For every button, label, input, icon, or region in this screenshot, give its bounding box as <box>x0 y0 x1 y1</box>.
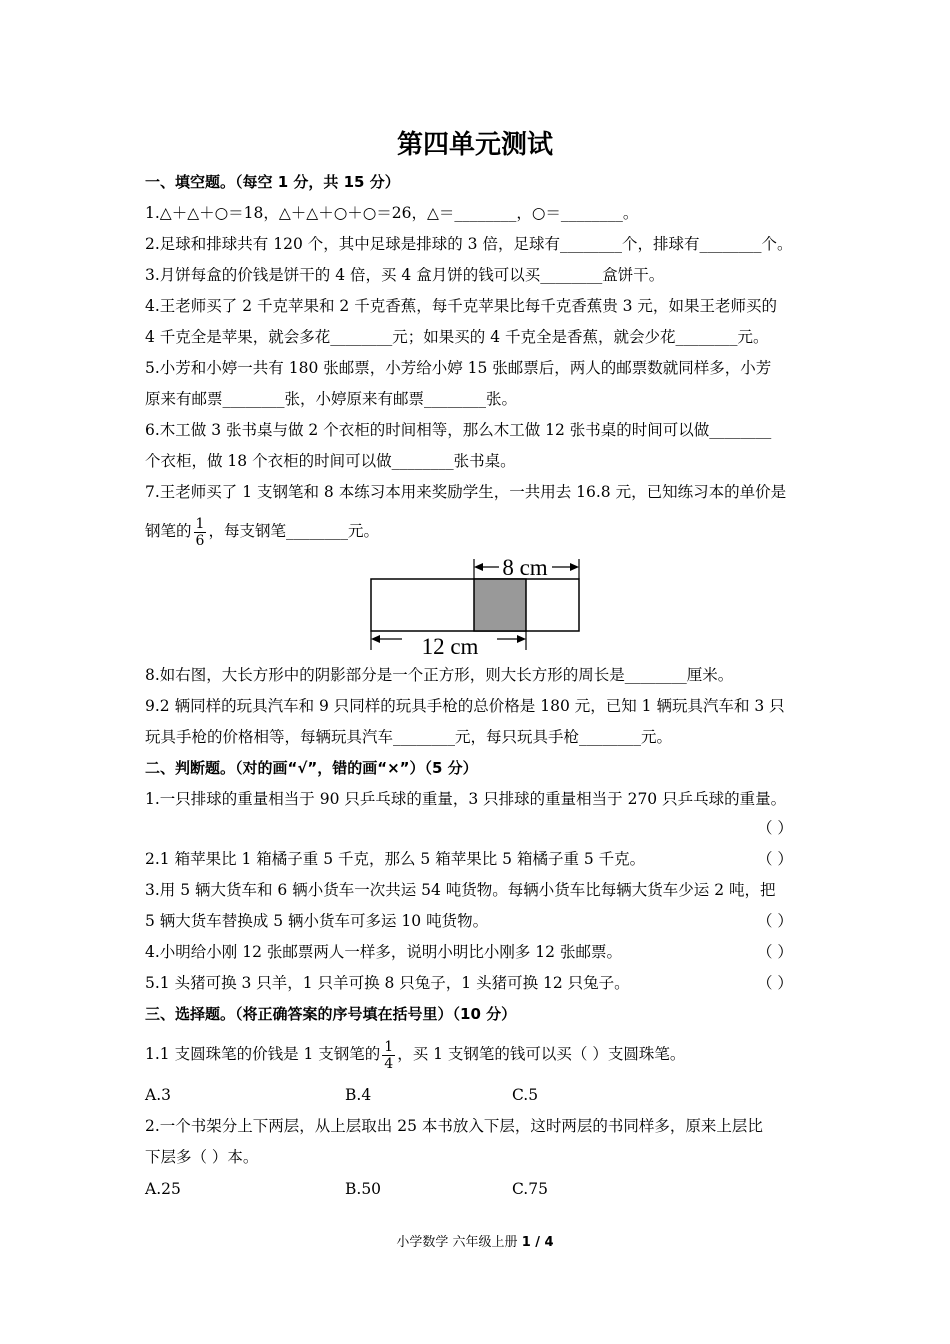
arrowhead-left-icon <box>474 563 483 571</box>
s3-q1 <box>145 1034 685 1074</box>
arrowhead-left-icon <box>371 635 380 643</box>
dim-label-top: 8 cm <box>502 555 548 580</box>
s1-q8: 8.如右图，大长方形中的阴影部分是一个正方形，则大长方形的周长是________厘米。 <box>145 666 734 684</box>
s3-q1-option-b: B.4 <box>345 1086 372 1104</box>
s2-q3-line2: 5 辆大货车替换成 5 辆小货车可多运 10 吨货物。 <box>145 912 489 930</box>
footer-page-number: 1 / 4 <box>521 1235 554 1250</box>
fraction-one-quarter <box>382 1039 395 1072</box>
page-title: 第四单元测试 <box>396 130 553 160</box>
s1-q1: 1.△＋△＋○＝18，△＋△＋○＋○＝26，△＝________，○＝________。 <box>145 204 639 222</box>
answer-paren: （ ） <box>757 850 793 868</box>
s2-q1: 1.一只排球的重量相当于 90 只乒乓球的重量，3 只排球的重量相当于 270 只乒乓球的重量。 <box>145 790 787 808</box>
s1-q5-line2: 原来有邮票________张，小婷原来有邮票________张。 <box>145 390 518 408</box>
footer-subject: 小学数学 六年级上册 <box>396 1235 522 1250</box>
s3-q2-option-c: C.75 <box>512 1180 548 1198</box>
s1-q7-line2 <box>145 511 379 551</box>
s1-q5-line1: 5.小芳和小婷一共有 180 张邮票，小芳给小婷 15 张邮票后，两人的邮票数就同样多，小芳 <box>145 359 772 377</box>
s2-q4: 4.小明给小刚 12 张邮票两人一样多，说明小明比小刚多 12 张邮票。 <box>145 943 622 961</box>
s1-q7-line1: 7.王老师买了 1 支钢笔和 8 本练习本用来奖励学生，一共用去 16.8 元，已知练习本的单价是 <box>145 483 787 501</box>
fraction-numerator: 1 <box>384 1038 394 1055</box>
s2-q3-line1: 3.用 5 辆大货车和 6 辆小货车一次共运 54 吨货物。每辆小货车比每辆大货车少运 2 吨，把 <box>145 881 776 899</box>
s1-q6-line2: 个衣柜，做 18 个衣柜的时间可以做________张书桌。 <box>145 452 516 470</box>
s3-q2-line1: 2.一个书架分上下两层，从上层取出 25 本书放入下层，这时两层的书同样多，原来上层比 <box>145 1117 763 1135</box>
section1-heading: 一、填空题。（每空 1 分，共 15 分） <box>145 173 400 191</box>
s2-q5: 5.1 头猪可换 3 只羊，1 只羊可换 8 只兔子，1 头猪可换 12 只兔子。 <box>145 974 630 992</box>
fraction-one-sixth <box>194 516 207 549</box>
answer-paren: （ ） <box>757 912 793 930</box>
s1-q9-line1: 9.2 辆同样的玩具汽车和 9 只同样的玩具手枪的总价格是 180 元，已知 1 辆玩具汽车和 3 只 <box>145 697 785 715</box>
s1-q3: 3.月饼每盒的价钱是饼干的 4 倍，买 4 盒月饼的钱可以买________盒饼干。 <box>145 266 665 284</box>
s3-q1-text-pre: 1.1 支圆珠笔的价钱是 1 支钢笔的 <box>145 1045 381 1063</box>
section2-heading: 二、判断题。（对的画“√”，错的画“×”）（5 分） <box>145 759 478 777</box>
dim-label-bottom: 12 cm <box>421 634 479 658</box>
s3-q1-text-post: ，买 1 支钢笔的钱可以买（ ）支圆珠笔。 <box>397 1045 686 1063</box>
page-footer <box>0 1231 950 1250</box>
s3-q2-line2: 下层多（ ）本。 <box>145 1148 259 1166</box>
section3-heading: 三、选择题。（将正确答案的序号填在括号里）（10 分） <box>145 1005 517 1023</box>
fraction-denominator: 4 <box>384 1055 394 1072</box>
s1-q9-line2: 玩具手枪的价格相等，每辆玩具汽车________元，每只玩具手枪________元。 <box>145 728 673 746</box>
rectangle-figure <box>362 553 592 658</box>
s2-q2: 2.1 箱苹果比 1 箱橘子重 5 千克，那么 5 箱苹果比 5 箱橘子重 5 千克。 <box>145 850 646 868</box>
s1-q4-line1: 4.王老师买了 2 千克苹果和 2 千克香蕉，每千克苹果比每千克香蕉贵 3 元，如果王老师买的 <box>145 297 777 315</box>
s1-q7-text-post: ，每支钢笔________元。 <box>208 522 379 540</box>
answer-paren: （ ） <box>757 974 793 992</box>
s3-q2-option-b: B.50 <box>345 1180 382 1198</box>
fraction-denominator: 6 <box>195 532 205 549</box>
s3-q1-option-c: C.5 <box>512 1086 539 1104</box>
arrowhead-right-icon <box>517 635 526 643</box>
s1-q6-line1: 6.木工做 3 张书桌与做 2 个衣柜的时间相等，那么木工做 12 张书桌的时间可以做________ <box>145 421 772 439</box>
answer-paren: （ ） <box>757 943 793 961</box>
s3-q2-option-a: A.25 <box>145 1180 181 1198</box>
s3-q1-option-a: A.3 <box>145 1086 171 1104</box>
answer-paren: （ ） <box>757 819 793 837</box>
shaded-square <box>474 579 526 631</box>
s1-q2: 2.足球和排球共有 120 个，其中足球是排球的 3 倍，足球有________个，排球有________个。 <box>145 235 793 253</box>
s1-q7-text-pre: 钢笔的 <box>145 522 192 540</box>
arrowhead-right-icon <box>570 563 579 571</box>
s1-q4-line2: 4 千克全是苹果，就会多花________元；如果买的 4 千克全是香蕉，就会少花________元。 <box>145 328 769 346</box>
fraction-numerator: 1 <box>195 515 205 532</box>
